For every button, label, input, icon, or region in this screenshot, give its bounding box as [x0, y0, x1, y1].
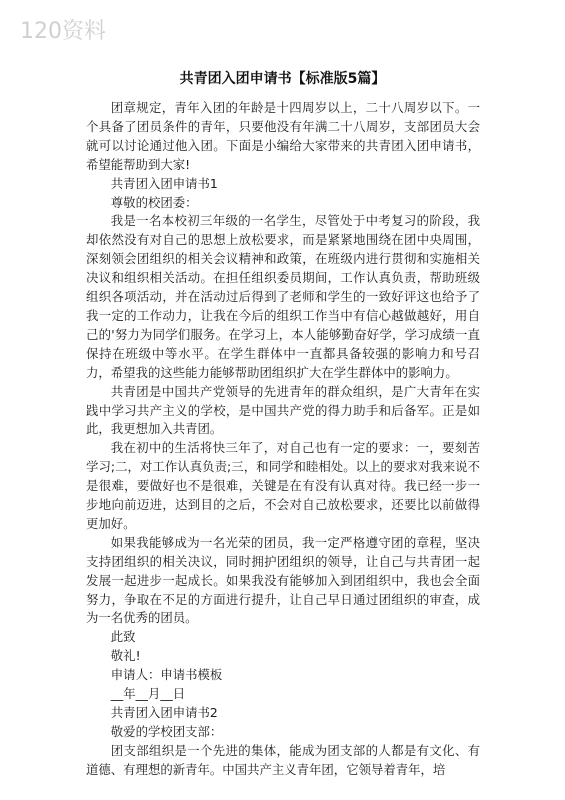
paragraph: 此致 [110, 629, 136, 645]
watermark-logo: 120资料 [20, 19, 106, 44]
paragraph: 敬礼! [110, 648, 141, 664]
paragraph: 共青团入团申请书2 [110, 705, 218, 720]
paragraph: 团章规定，青年入团的年龄是十四周岁以上，二十八周岁以下。一个具备了团员条件的青年，只要他没有年满二十八周岁，支部团员大会就可以讨论通过他入团。下面是小编给大家带来的共青团入团申请书，希望能帮助到大家! [86, 100, 480, 172]
paragraph: 我是一名本校初三年级的一名学生，尽管处于中考复习的阶段，我却依然没有对自己的思想上放松要求，而是紧紧地围绕在团中央周围，深刻领会团组织的相关会议精神和政策，在班级内进行贯彻和实施相关决议和组织相关活动。在担任组织委员期间，工作认真负责，帮助班级组织各项活动，并在活动过后得到了老师和学生的一致好评这也给予了我一定的工作动力，让我在今后的组织工作当中有信心越做越好，用自己的'努力为同学们服务。在学习上，本人能够勤奋好学，学习成绩一直保持在班级中等水平。在学生群体中一直都具备较强的影响力和号召力，希望我的这些能力能够帮助团组织扩大在学生群体中的影响力。 [86, 213, 480, 380]
paragraph: 我在初中的生活将快三年了，对自己也有一定的要求：一，要刻苦学习;二，对工作认真负责;三，和同学和睦相处。以上的要求对我来说不是很难，要做好也不是很难，关键是在有没有认真对待。我已经一步一步地向前迈进，达到目的之后，不会对自己放松要求，还要比以前做得更加好。 [86, 440, 480, 531]
document-title: 共青团入团申请书【标准版5篇】 [179, 71, 386, 87]
paragraph: 团支部组织是一个先进的集体，能成为团支部的人都是有文化、有道德、有理想的新青年。中国共产主义青年团，它领导着青年，培 [86, 742, 480, 777]
paragraph: 尊敬的校团委： [110, 194, 198, 210]
paragraph: 共青团是中国共产党领导的先进青年的群众组织，是广大青年在实践中学习共产主义的学校，是中国共产党的得力助手和后备军。正是如此，我更想加入共青团。 [86, 383, 480, 437]
paragraph: 共青团入团申请书1 [110, 175, 218, 191]
paragraph: __年__月__日 [110, 686, 186, 702]
paragraph: 敬爱的学校团支部： [110, 723, 223, 739]
document-body [86, 99, 480, 780]
paragraph: 如果我能够成为一名光荣的团员，我一定严格遵守团的章程，坚决支持团组织的相关决议，同时拥护团组织的领导，让自己与共青团一起发展一起进步一起成长。如果我没有能够加入到团组织中，我也会全面努力，争取在不足的方面进行提升，让自己早日通过团组织的审查，成为一名优秀的团员。 [86, 534, 480, 626]
paragraph: 申请人：申请书模板 [110, 667, 223, 683]
